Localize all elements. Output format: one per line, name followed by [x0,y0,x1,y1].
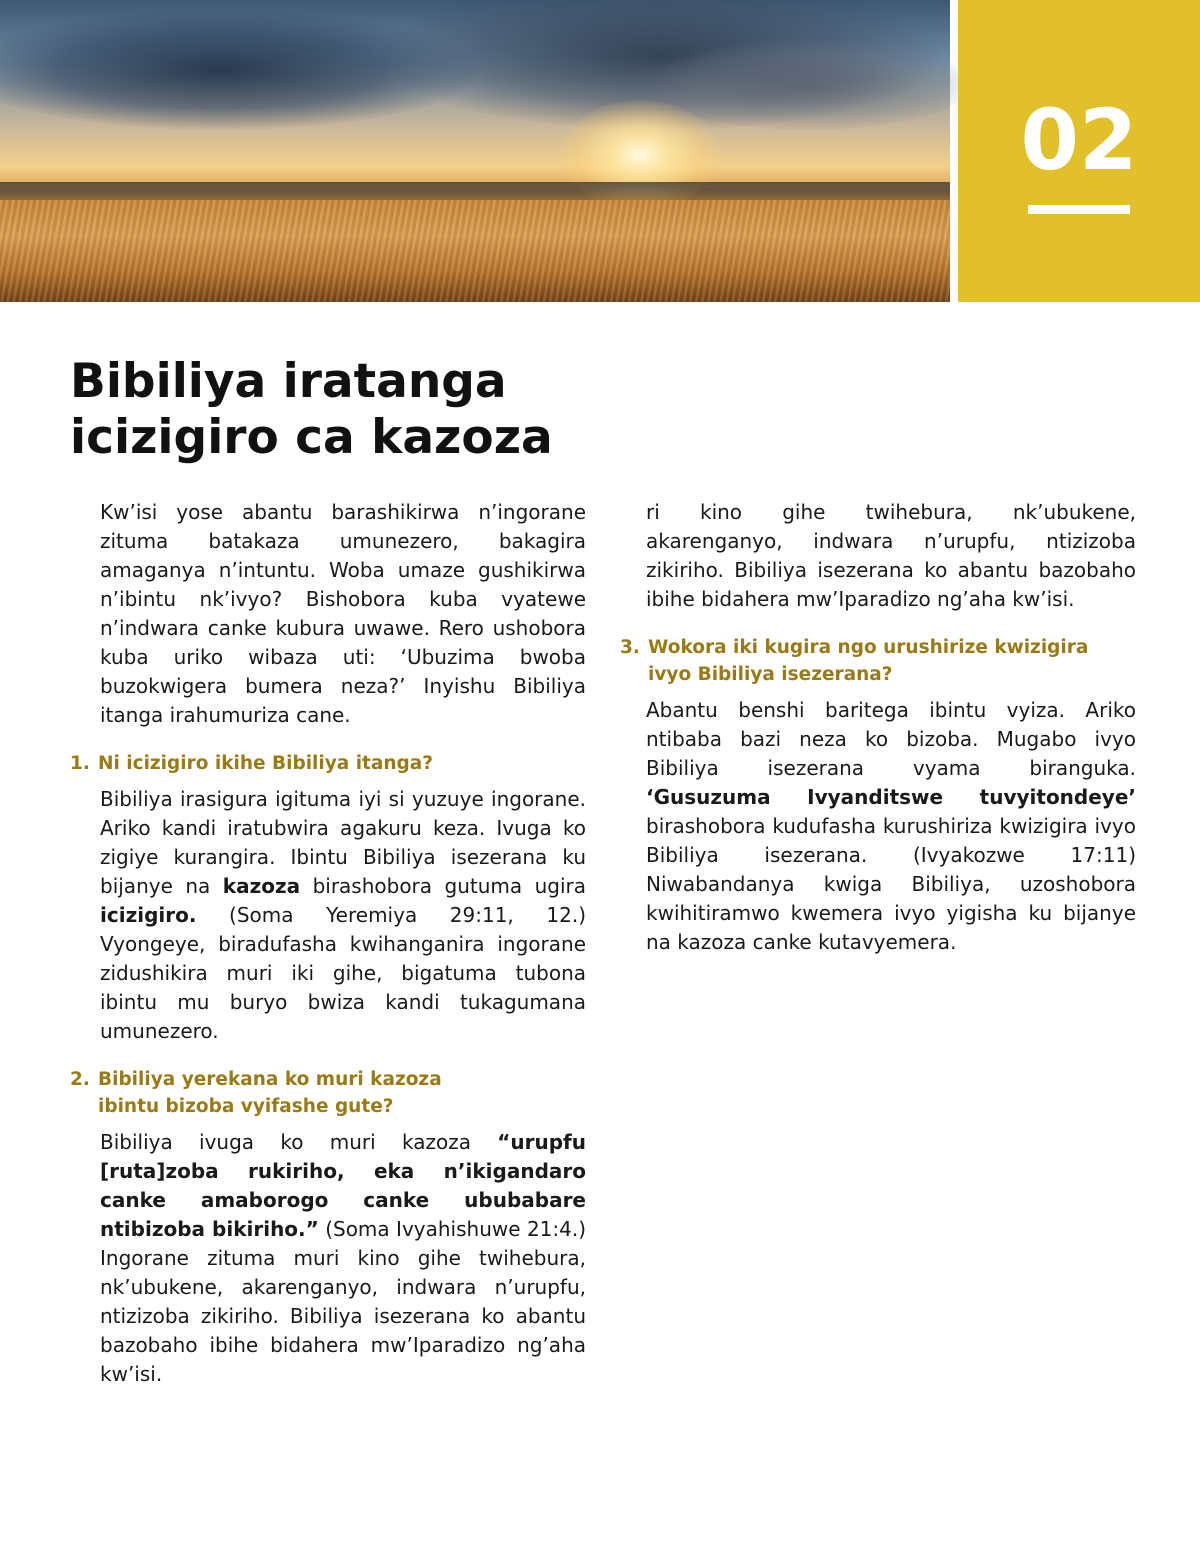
answer-1-bold-b: icizigiro. [100,903,197,927]
lesson-number: 02 [1020,91,1138,189]
answer-3-bold-a: ‘Gusuzuma Ivyanditswe tuvyitondeye’ [646,785,1136,809]
answer-1-bold-a: kazoza [222,874,301,898]
answer-1-paragraph [100,785,586,1046]
answer-1-text-c: (Soma Yeremiya 29:11, 12.) Vyongeye, biradufasha kwihanganira ingorane zidushikira muri iki gihe, bigatuma tubona ibintu mu buryo bwiza kandi tukagumana umunezero. [100,903,586,1043]
answer-2-bold-quote: “urupfu [ruta]zoba rukiriho, eka n’ikigandaro canke amaborogo canke ububabare ntibizoba bikiriho.” [100,1130,586,1241]
question-2-number: 2. [70,1069,90,1090]
question-1-text: Ni icizigiro ikihe Bibiliya itanga? [98,753,434,774]
answer-3-paragraph [646,696,1136,957]
answer-1-text-a: Bibiliya irasigura igituma iyi si yuzuye ingorane. Ariko kandi iratubwira agakuru keza. Ivuga ko zigiye kurangira. Ibintu Bibiliya isezerana ku bijanye na [100,787,586,898]
intro-paragraph: Kw’isi yose abantu barashikirwa n’ingorane zituma batakaza umunezero, bakagira amaganya n’intuntu. Woba umaze gushikirwa n’ibintu nk’ivyo? Bishobora kuba vyatewe n’indwara canke kubura uwawe. Rero ushobora kuba uriko wibaza uti: ‘Ubuzima bwoba buzokwigera bumera neza?’ Inyishu Bibiliya itanga irahumuriza cane. [100,500,586,727]
answer-2-continued: ri kino gihe twihebura, nk’ubukene, akarenganyo, indwara n’urupfu, ntizizoba zikiriho. Bibiliya isezerana ko abantu bazobaho ibihe bidahera mw’Iparadizo ng’aha kw’isi. [646,500,1136,611]
question-2-heading [70,1066,586,1120]
page-title-line-2: icizigiro ca kazoza [70,410,553,465]
question-1-heading [70,750,586,777]
answer-2-paragraph [100,1128,587,1386]
question-2-text: Bibiliya yerekana ko muri kazoza ibintu bizoba vyifashe gute? [98,1069,442,1117]
question-3-heading [620,634,1136,688]
page-title [70,354,770,466]
answer-3-text-b: birashobora kudufasha kurushiriza kwizigira ivyo Bibiliya isezerana. (Ivyakozwe 17:11) Niwabandanya kwiga Bibiliya, uzoshobora kwihitiramwo kwemera ivyo yigisha ku bijanye na kazoza canke kutavyemera. [646,814,1136,954]
right-column [620,498,1136,957]
page-title-line-1: Bibiliya iratanga [70,354,507,409]
answer-3-text-a: Abantu benshi baritega ibintu vyiza. Ariko ntibaba bazi neza ko bizoba. Mugabo ivyo Bibiliya isezerana vyama biranguka. [646,698,1136,780]
answer-2-text-b: (Soma Ivyahishuwe 21:4.) Ingorane zituma muri kino gihe twihebura, nk’ubukene, akarenganyo, indwara n’urupfu, ntizizoba zikiriho. Bibiliya isezerana ko abantu bazobaho ibihe bidahera mw’Iparadizo ng’aha kw’isi. [100,1217,587,1386]
header-photo-wheat-field-sunset [0,0,950,302]
left-column [70,498,587,1386]
question-1-number: 1. [70,753,90,774]
lesson-number-badge [958,0,1200,302]
question-3-number: 3. [620,637,640,658]
answer-1-text-b: birashobora gutuma ugira [300,874,587,898]
answer-2-text-a: Bibiliya ivuga ko muri kazoza [100,1130,498,1154]
question-3-text: Wokora iki kugira ngo urushirize kwizigira ivyo Bibiliya isezerana? [648,637,1089,685]
lesson-number-underline [1028,205,1130,214]
